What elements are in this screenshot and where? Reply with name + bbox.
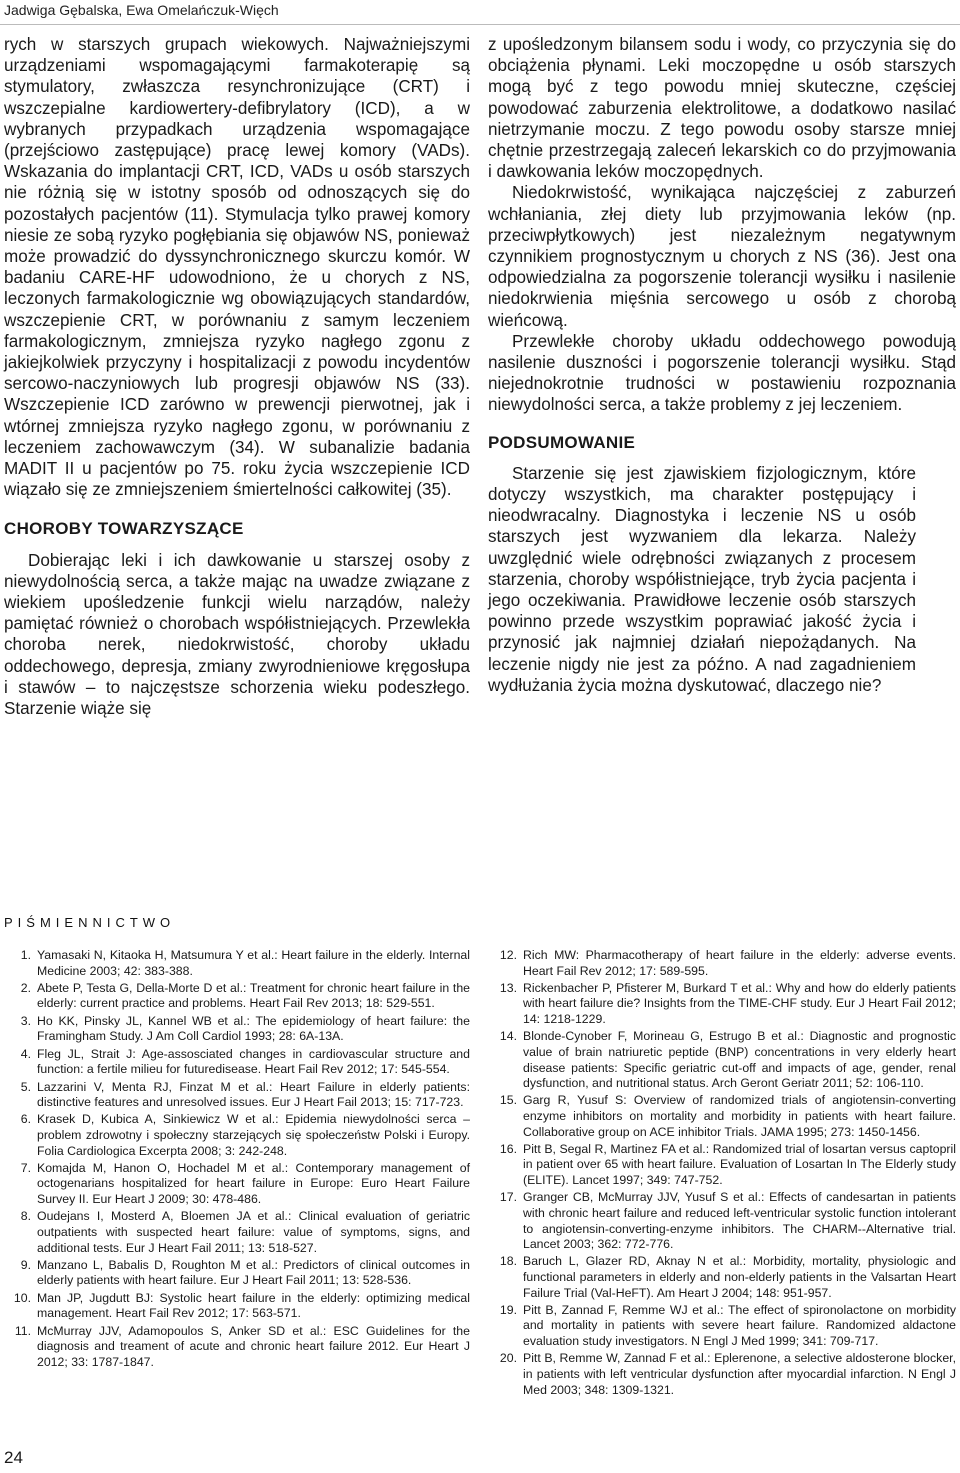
reference-item	[490, 1351, 956, 1398]
reference-item	[4, 1112, 470, 1159]
reference-text: Garg R, Yusuf S: Overview of randomized trials of angiotensin-converting enzyme inhibitors on mortality and morbidity in patients with heart failure. Collaborative group on ACE inhibitor Trials. JAMA 1995; 273: 1450-1456.	[523, 1093, 956, 1139]
reference-text: Blonde-Cynober F, Morineau G, Estrugo B et al.: Diagnostic and prognostic value of brain natriuretic peptide (BNP) concentrations in very elderly heart disease patients: Specific geriatric cut-off and impacts of age, gender, renal dysfunction, and nutritional status. Arch Geront Geriatr 2011; 52: 106-110.	[523, 1029, 956, 1091]
reference-text: Abete P, Testa G, Della-Morte D et al.: Treatment for chronic heart failure in the elderly: current practice and problems. Heart Fail Rev 2013; 18: 529-551.	[37, 980, 470, 1011]
reference-number: 14.	[499, 1029, 517, 1044]
reference-number: 5.	[20, 1079, 31, 1094]
reference-number: 12.	[499, 948, 517, 962]
right-column	[488, 34, 956, 696]
reference-text: Komajda M, Hanon O, Hochadel M et al.: Contemporary management of octogenarians hospitalized for heart failure in Europe: Euro Heart Failure Survey II. Eur Heart J 2009; 30: 478-486.	[37, 1160, 470, 1207]
summary-paragraph: Starzenie się jest zjawiskiem fizjologicznym, które dotyczy wszystkich, ma charakter postępujący i nieodwracalny. Diagnostyka i leczenie NS u osób starszych jest wyzwaniem dla lekarza. Należy uwzględnić wiele odrębności związanych z procesem starzenia, choroby współistniejące, tryb życia pacjenta i jego oczekiwania. Prawidłowe leczenie osób starszych powinno przede wszystkim poprawiać jakość życia i przynosić jak najmniej działań niepożądanych. Na leczenie nigdy nie jest za późno. A nad zagadnieniem wydłużania życia można dyskutować, dlaczego nie?	[488, 463, 916, 695]
reference-number: 13.	[499, 980, 517, 995]
reference-item	[4, 1258, 470, 1289]
reference-text: Oudejans I, Mosterd A, Bloemen JA et al.: Clinical evaluation of geriatric outpatients with suspected heart failure: value of symptoms, signs, and additional tests. Eur J Heart Fail 2011; 13: 518-527.	[37, 1209, 470, 1255]
reference-item	[4, 1291, 470, 1322]
reference-number: 16.	[499, 1141, 517, 1156]
reference-text: McMurray JJV, Adamopoulos S, Anker SD et al.: ESC Guidelines for the diagnosis and treament of acute and chronic heart failure 2012. Eur Heart J 2012; 33: 1787-1847.	[37, 1323, 470, 1369]
reference-text: Fleg JL, Strait J: Age-assosciated changes in cardiovascular structure and function: a fertile milieu for futuredisease. Heart Fail Rev 2012; 17: 545-554.	[37, 1046, 470, 1077]
body-paragraph: Przewlekłe choroby układu oddechowego powodują nasilenie duszności i pogorszenie tolerancji wysiłku. Stąd niejednokrotnie trudności w postawieniu rozpoznania niewydolności serca, a także problemy z jej leczeniem.	[488, 331, 956, 415]
reference-item	[4, 1047, 470, 1078]
reference-text: Pitt B, Remme W, Zannad F et al.: Eplerenone, a selective aldosterone blocker, in patients with left ventricular dysfunction after myocardial infarction. N Engl J Med 2003; 348: 1309-1321.	[523, 1351, 956, 1397]
reference-number: 15.	[499, 1093, 517, 1108]
reference-text: Lazzarini V, Menta RJ, Finzat M et al.: Heart Failure in elderly patients: distinctive features and unresolved issues. Eur J Heart Fail 2013; 15: 717-723.	[37, 1079, 470, 1110]
reference-number: 10.	[13, 1290, 31, 1305]
reference-text: Ho KK, Pinsky JL, Kannel WB et al.: The epidemiology of heart failure: the Framingham Study. J Am Coll Cardiol 1993; 28: 6A-13A.	[37, 1013, 470, 1044]
reference-item	[490, 1303, 956, 1350]
reference-number: 1.	[20, 948, 31, 962]
reference-text: Yamasaki N, Kitaoka H, Matsumura Y et al.: Heart failure in the elderly. Internal Medicine 2003; 42: 383-388.	[37, 948, 470, 978]
reference-item	[4, 948, 470, 979]
reference-number: 8.	[20, 1209, 31, 1224]
reference-item	[4, 981, 470, 1012]
reference-text: Rich MW: Pharmacotherapy of heart failure in the elderly: adverse events. Heart Fail Rev 2012; 17: 589-595.	[523, 948, 956, 978]
references-list-right	[490, 948, 956, 1400]
page-number: 24	[4, 1448, 23, 1467]
left-column	[4, 34, 470, 719]
reference-item	[4, 1209, 470, 1256]
reference-item	[490, 1190, 956, 1252]
reference-number: 9.	[20, 1257, 31, 1272]
reference-text: Baruch L, Glazer RD, Aknay N et al.: Morbidity, mortality, physiologic and functional parameters in elderly and non-elderly patients in the Valsartan Heart Failure Trial (Val-HeFT). Am Heart J 2004; 148: 951-957.	[523, 1254, 956, 1300]
reference-item	[4, 1161, 470, 1208]
reference-number: 19.	[499, 1302, 517, 1317]
reference-text: Pitt B, Zannad F, Remme WJ et al.: The effect of spironolactone on morbidity and mortality in patients with severe heart failure. Randomized aldactone evaluation study investigators. N Engl J Med 1999; 341: 709-717.	[523, 1302, 956, 1349]
reference-item	[490, 948, 956, 979]
reference-number: 6.	[20, 1112, 31, 1127]
reference-text: Rickenbacher P, Pfisterer M, Burkard T et al.: Why and how do elderly patients with heart failure die? Insights from the TIME-CHF study. Eur J Heart Fail 2012; 14: 1218-1229.	[523, 980, 956, 1027]
reference-text: Krasek D, Kubica A, Sinkiewicz W et al.: Epidemia niewydolności serca – problem zdrowotny i społeczny starzejących się społeczeństw Polski i Europy. Folia Cardiologica Excerpta 2008; 3: 242-248.	[37, 1112, 470, 1158]
reference-item	[4, 1324, 470, 1371]
reference-number: 7.	[20, 1160, 31, 1175]
reference-number: 4.	[20, 1046, 31, 1061]
reference-item	[490, 981, 956, 1028]
reference-item	[490, 1254, 956, 1301]
header-divider	[0, 24, 960, 25]
body-paragraph: z upośledzonym bilansem sodu i wody, co przyczynia się do obciążenia płynami. Leki moczopędne u osób starszych mogą być z tego powodu mniej skuteczne, częściej powodować zaburzenia elektrolitowe, a dodatkowo nasilać nietrzymanie moczu. Z tego powodu osoby starsze mniej chętnie przestrzegają zaleceń lekarskich co do przyjmowania i dawkowania leków moczopędnych.	[488, 35, 956, 182]
reference-number: 17.	[499, 1190, 517, 1205]
reference-item	[490, 1029, 956, 1091]
reference-number: 3.	[20, 1013, 31, 1028]
reference-item	[490, 1093, 956, 1140]
references-title: PIŚMIENNICTWO	[4, 915, 176, 930]
body-paragraph: Niedokrwistość, wynikająca najczęściej z zaburzeń wchłaniania, złej diety lub przyjmowania leków (np. przeciwpłytkowych) jest niezależnym negatywnym czynnikiem prognostycznym u chorych z NS (36). Jest ona odpowiedzialna za pogorszenie tolerancji wysiłku i nasilenie niedokrwienia mięśnia sercowego u osób z chorobą wieńcową.	[488, 183, 956, 330]
reference-number: 18.	[499, 1254, 517, 1269]
reference-text: Pitt B, Segal R, Martinez FA et al.: Randomized trial of losartan versus captopril in patient over 65 with heart failure. Evaluation of Losartan In The Elderly study (ELITE). Lancet 1997; 349: 747-752.	[523, 1141, 956, 1188]
reference-number: 20.	[499, 1351, 517, 1366]
header-authors: Jadwiga Gębalska, Ewa Omelańczuk-Więch	[4, 2, 279, 18]
references-list-left	[4, 948, 470, 1372]
reference-number: 11.	[14, 1323, 31, 1338]
reference-item	[4, 1014, 470, 1045]
reference-text: Man JP, Jugdutt BJ: Systolic heart failure in the elderly: optimizing medical management. Heart Fail Rev 2012; 17: 563-571.	[37, 1290, 470, 1321]
section-heading-comorbidities: CHOROBY TOWARZYSZĄCE	[4, 519, 244, 539]
reference-text: Granger CB, McMurray JJV, Yusuf S et al.: Effects of candesartan in patients with chronic heart failure and reduced left-ventricular systolic function intolerant to angiotensin-converting-enzyme inhibitors. The CHARM--Alternative trial. Lancet 2003; 362: 772-776.	[523, 1190, 956, 1252]
body-paragraph: rych w starszych grupach wiekowych. Najważniejszymi urządzeniami wspomagającymi farmakoterapię są stymulatory, zwłaszcza resynchronizujące (CRT) i wszczepialne kardiowertery-defibrylatory (ICD), a w wybranych przypadkach urządzenia wspomagające (przejściowo zastępujące) pracę lewej komory (VADs). Wskazania do implantacji CRT, ICD, VADs u osób starszych nie różnią się w istotny sposób od odnoszących się do pozostałych pacjentów (11). Stymulacja tylko prawej komory niesie ze sobą ryzyko pogłębiania się objawów NS, ponieważ może prowadzić do dyssynchronicznego skurczu komór. W badaniu CARE-HF udowodniono, że u chorych z NS, leczonych farmakologicznie wg obowiązujących standardów, wszczepienie CRT, w porównaniu z samym leczeniem farmakologicznym, zmniejsza ryzyko nagłego zgonu z jakiejkolwiek przyczyny i hospitalizacji z powodu incydentów sercowo-naczyniowych lub progresji objawów NS (33). Wszczepienie ICD zarówno w prewencji pierwotnej, jak i wtórnej zmniejsza ryzyko nagłego zgonu, w porównaniu z leczeniem zachowawczym (34). W subanalizie badania MADIT II u pacjentów po 75. roku życia wszczepienie ICD wiązało się ze zmniejszeniem śmiertelności całkowitej (35).	[4, 35, 470, 500]
reference-number: 2.	[20, 980, 31, 995]
body-paragraph: Dobierając leki i ich dawkowanie u starszej osoby z niewydolnością serca, a także mając na uwadze związane z wiekiem upośledzenie funkcji wielu narządów, należy pamiętać również o chorobach współistniejących. Przewlekła choroba nerek, niedokrwistość, choroby układu oddechowego, depresja, zmiany zwyrodnieniowe kręgosłupa i stawów – to najczęstsze schorzenia wieku podeszłego. Starzenie wiąże się	[4, 550, 470, 719]
reference-item	[490, 1142, 956, 1189]
running-header	[0, 0, 960, 36]
section-heading-summary: PODSUMOWANIE	[488, 432, 636, 452]
reference-text: Manzano L, Babalis D, Roughton M et al.: Predictors of clinical outcomes in elderly patients with heart failure. Eur J Heart Fail 2011; 13: 528-536.	[37, 1257, 470, 1288]
reference-item	[4, 1080, 470, 1111]
